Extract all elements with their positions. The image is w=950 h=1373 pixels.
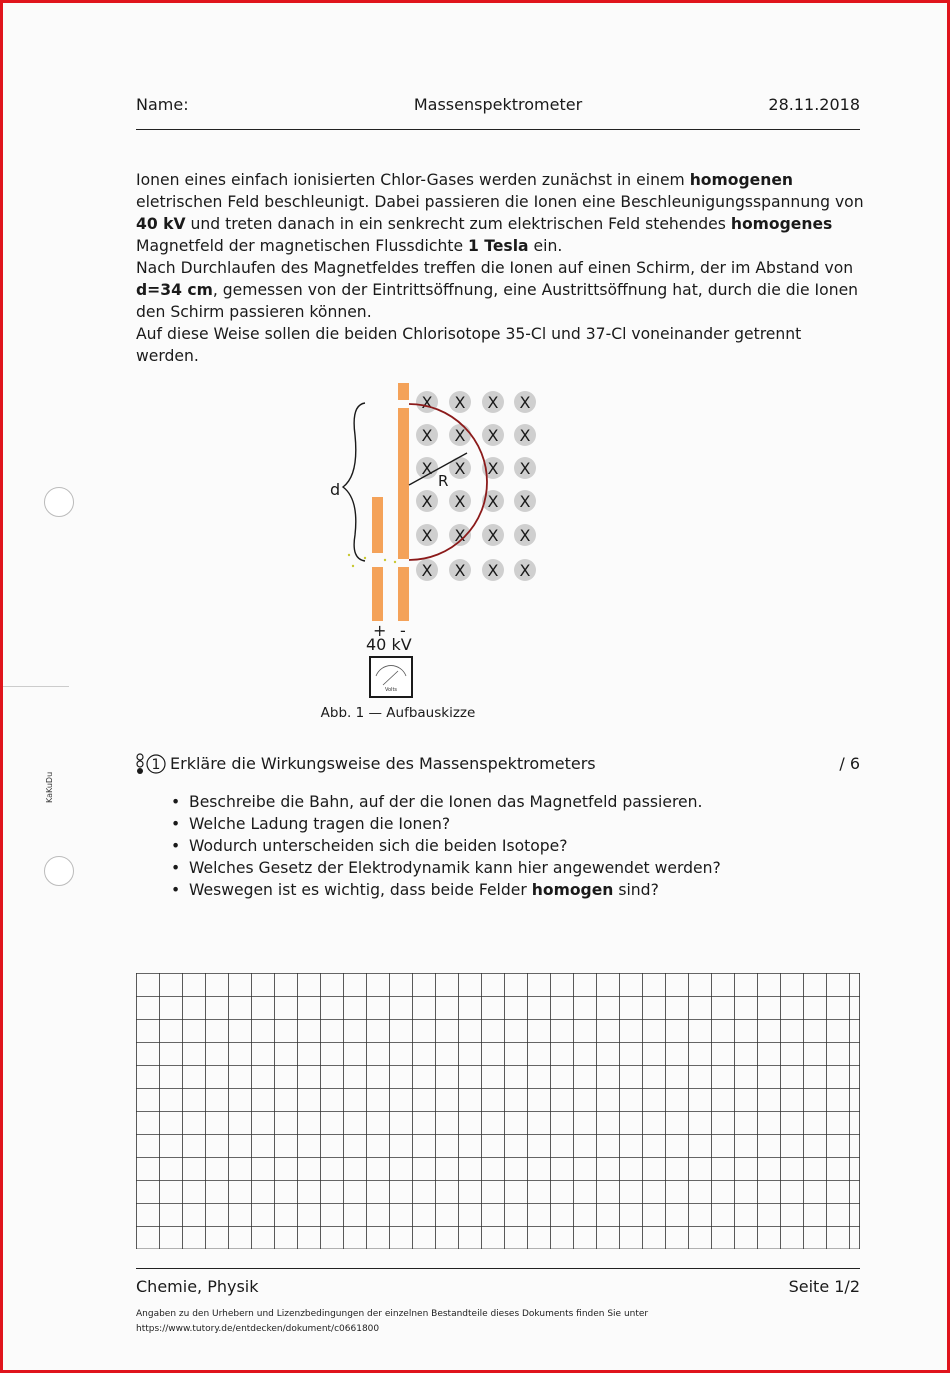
setup-diagram: [303, 375, 563, 725]
field-marker-symbol: X: [454, 459, 466, 478]
screen-plate-middle: [398, 408, 409, 559]
punch-hole-top: [44, 487, 74, 517]
ion-dot: [384, 559, 386, 561]
ion-dot: [352, 565, 354, 567]
page-number: Seite 1/2: [788, 1277, 860, 1296]
field-marker-symbol: X: [421, 459, 433, 478]
field-marker-symbol: X: [454, 526, 466, 545]
list-item: • Wodurch unterscheiden sich die beiden Isotope?: [169, 835, 829, 857]
field-marker-symbol: X: [487, 561, 499, 580]
credits: [136, 1307, 736, 1337]
list-item: • Weswegen ist es wichtig, dass beide Felder homogen sind?: [169, 879, 829, 901]
screen-plate-lower: [398, 567, 409, 621]
field-marker-symbol: X: [519, 561, 531, 580]
field-marker-symbol: X: [519, 459, 531, 478]
credits-line-1: Angaben zu den Urhebern und Lizenzbedingungen der einzelnen Bestandteile dieses Dokuments finden Sie unter: [136, 1309, 649, 1319]
page-footer: [136, 1268, 860, 1334]
field-marker-symbol: X: [421, 393, 433, 412]
intro-paragraph-1: Ionen eines einfach ionisierten Chlor-Gases werden zunächst in einem homogenen eletrischen Feld beschleunigt. Dabei passieren die Ionen eine Beschleunigungsspannung von 40 kV und treten danach in ein senkrecht zum elektrischen Feld stehendes homogenes Magnetfeld der magnetischen Flussdichte 1 Tesla ein.: [136, 171, 864, 255]
intro-text: [136, 169, 866, 367]
task-number: 1: [151, 757, 161, 773]
figure-caption: Abb. 1 — Aufbauskizze: [320, 705, 476, 721]
field-marker-symbol: X: [454, 492, 466, 511]
task-bullet-list: [169, 791, 829, 901]
list-item: • Beschreibe die Bahn, auf der die Ionen das Magnetfeld passieren.: [169, 791, 829, 813]
field-marker-symbol: X: [519, 393, 531, 412]
field-marker-symbol: X: [519, 526, 531, 545]
screen-plate-top: [398, 383, 409, 400]
magnetic-field-grid: [416, 391, 536, 581]
name-label: Name:: [136, 95, 189, 114]
field-marker-symbol: X: [487, 492, 499, 511]
field-marker-symbol: X: [487, 426, 499, 445]
field-marker-symbol: X: [421, 426, 433, 445]
d-label: d: [330, 480, 341, 499]
anode-plate-upper: [372, 497, 383, 553]
answer-grid[interactable]: [136, 973, 860, 1249]
field-marker-symbol: X: [421, 526, 433, 545]
page-header: [136, 93, 860, 130]
task-points: / 6: [839, 754, 860, 773]
field-marker-symbol: X: [421, 492, 433, 511]
subject-label: Chemie, Physik: [136, 1277, 259, 1296]
task-header: [136, 751, 860, 777]
ion-dot: [394, 561, 396, 563]
plus-label: +: [373, 621, 387, 640]
ion-dot: [348, 554, 350, 556]
task-level-icon: [136, 753, 168, 777]
field-marker-symbol: X: [487, 393, 499, 412]
field-marker-symbol: X: [454, 561, 466, 580]
field-marker-symbol: X: [421, 561, 433, 580]
list-item: • Welches Gesetz der Elektrodynamik kann hier angewendet werden?: [169, 857, 829, 879]
field-marker-symbol: X: [519, 426, 531, 445]
voltage-label: 40 kV: [366, 635, 412, 654]
field-marker-symbol: X: [454, 426, 466, 445]
fold-mark: [3, 686, 69, 687]
minus-label: -: [400, 621, 406, 640]
voltmeter-icon: [370, 657, 412, 697]
field-marker-symbol: X: [454, 393, 466, 412]
intro-paragraph-2: Nach Durchlaufen des Magnetfeldes treffen die Ionen auf einen Schirm, der im Abstand von d=34 cm, gemessen von der Eintrittsöffnung, eine Austrittsöffnung hat, durch die die Ionen den Schirm passieren können.: [136, 259, 859, 321]
voltmeter-scale-label: Volts: [384, 687, 398, 693]
distance-brace: [343, 403, 365, 561]
date: 28.11.2018: [768, 95, 860, 114]
field-marker-symbol: X: [519, 492, 531, 511]
radius-label: R: [438, 472, 449, 490]
side-label: KaKuDu: [45, 771, 54, 803]
page-title: Massenspektrometer: [413, 95, 583, 114]
punch-hole-bottom: [44, 856, 74, 886]
credits-line-2: https://www.tutory.de/entdecken/dokument/c0661800: [136, 1324, 380, 1334]
task-title: Erkläre die Wirkungsweise des Massenspektrometers: [170, 754, 596, 773]
ion-dot: [364, 557, 366, 559]
field-marker-symbol: X: [487, 459, 499, 478]
anode-plate-lower: [372, 567, 383, 621]
intro-paragraph-3: Auf diese Weise sollen die beiden Chlorisotope 35-Cl und 37-Cl voneinander getrennt werden.: [136, 325, 802, 365]
field-marker-symbol: X: [487, 526, 499, 545]
list-item: • Welche Ladung tragen die Ionen?: [169, 813, 829, 835]
